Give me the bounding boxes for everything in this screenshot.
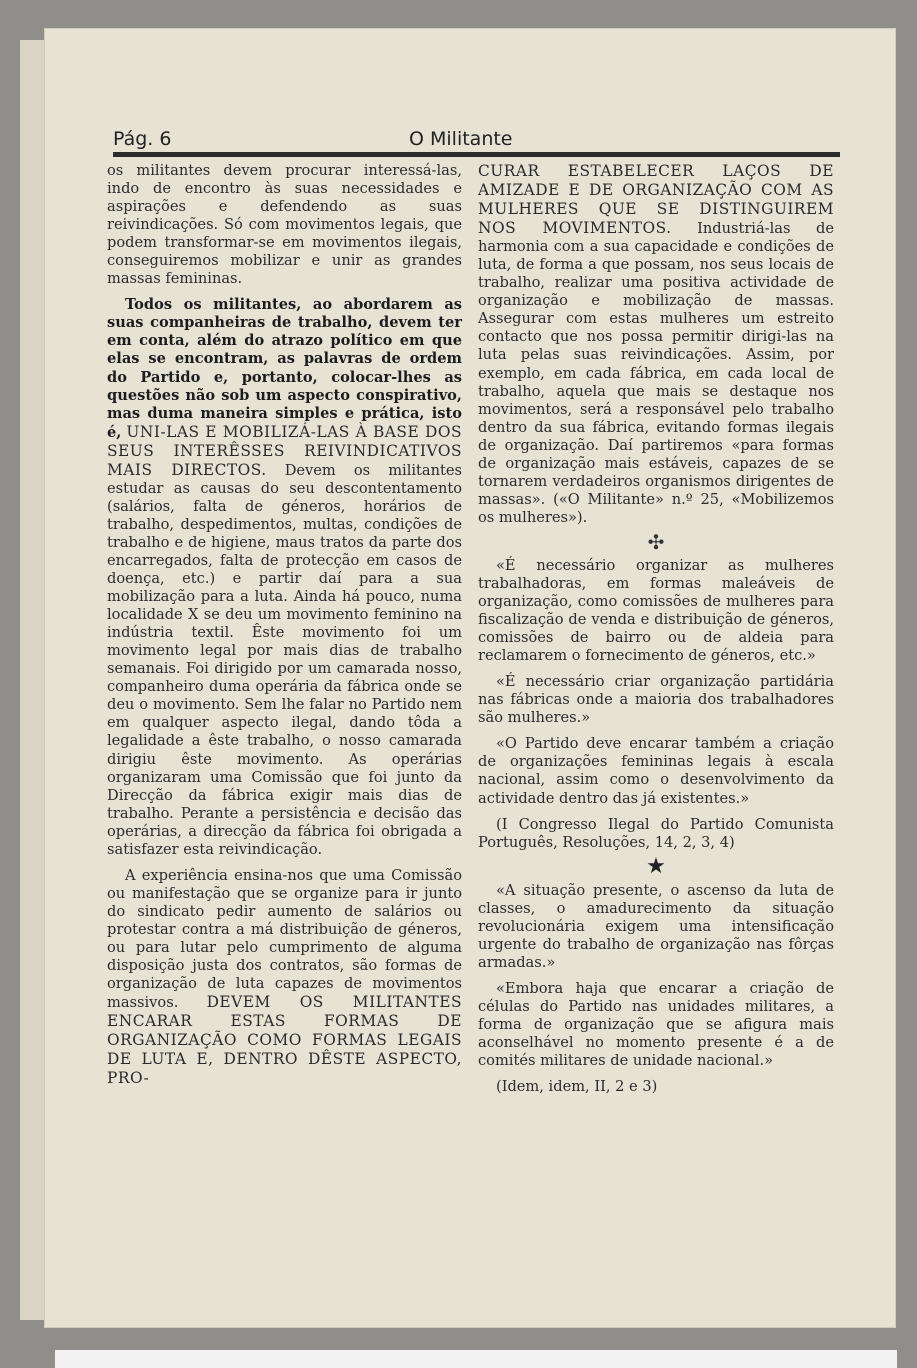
right-paragraph-1-body: Industriá-las de harmonia com a sua capacidade e condições de luta, de forma a que possam, nos seus locais de trabalho, realizar uma positiva actividade de organização e mobilização de massas. Assegurar com estas mulheres um estreito contacto que nos possa permitir dirigi-las na luta pelas suas reivindicações. Assim, por exemplo, em cada fábrica, em cada local de trabalho, aquela que mais se destaque nos movimentos, será a responsável pelo trabalho dentro da sua fábrica, evitando formas ilegais de organização. Daí partiremos «para formas de organização mais estáveis, capazes de se tornarem verdadeiros organismos dirigentes de massas». («O Militante» n.º 25, «Mobilizemos os mulheres»). [478,220,834,526]
scan-footer-strip [55,1350,897,1368]
left-paragraph-3-caps: DEVEM OS MILITANTES ENCARAR ESTAS FORMAS DE ORGANIZAÇÃO COMO FORMAS LEGAIS DE LUTA E, DENTRO DÊSTE ASPECTO, PRO- [107,993,462,1088]
publication-title: O Militante [409,128,513,150]
left-paragraph-2-body: Devem os militantes estudar as causas do seu descontentamento (salários, falta de géneros, horários de trabalho, despedimentos, multas, condições de trabalho e de higiene, maus tratos da parte dos encarregados, falta de protecção em casos de doença, etc.) e partir daí para a sua mobilização para a luta. Ainda há pouco, numa localidade X se deu um movimento feminino na indústria textil. Êste movimento foi um movimento legal por mais dias de trabalho semanais. Foi dirigido por um camarada nosso, companheiro duma operária da fábrica onde se deu o movimento. Sem lhe falar no Partido nem em qualquer aspecto ilegal, dando tôda a legalidade a êste trabalho, o nosso camarada dirigiu êste movimento. As operárias organizaram uma Comissão que foi junto da Direcção da fábrica exigir mais dias de trabalho. Perante a persistência e decisão das operárias, a direcção da fábrica foi obrigada a satisfazer esta reivindicação. [107,461,463,858]
quote-4: «A situação presente, o ascenso da luta de classes, o amadurecimento da situação revolucionária exigem uma intensificação urgente do trabalho de organização nas fôrças armadas.» [478,881,834,971]
ornament-icon: ✣ [647,529,665,554]
left-column [107,162,462,1088]
left-paragraph-3 [107,867,462,1089]
page-header [113,128,840,150]
quote-3: «O Partido deve encarar também a criação de organizações femininas legais à escala nacional, assim como o desenvolvimento da actividade dentro das já existentes.» [478,735,834,807]
right-paragraph-1-caps: CURAR ESTABELECER LAÇOS DE AMIZADE E DE ORGANIZAÇÃO COM AS MULHERES QUE SE DISTINGUIREM NOS MOVIMENTOS. [478,162,834,238]
right-column [478,162,834,1096]
header-rule [113,152,840,157]
quote-5: «Embora haja que encarar a criação de células do Partido nas unidades militares, a forma de organização que se afigura mais aconselhável no momento presente é a de comités militares de unidade nacional.» [478,979,834,1070]
right-paragraph-1 [478,162,834,527]
citation-1: (I Congresso Ilegal do Partido Comunista Português, Resoluções, 14, 2, 3, 4) [478,815,834,851]
left-paragraph-2-lead: Todos os militantes, ao abordarem as suas companheiras de trabalho, devem ter em conta, além do atrazo político em que elas se encontram, as palavras de ordem do Partido e, portanto, colocar-lhes as questões não sob um aspecto conspirativo, mas duma maneira simples e prática, isto é, [107,296,462,441]
left-paragraph-1: os militantes devem procurar interessá-las, indo de encontro às suas necessidades e aspirações e defendendo as suas reivindicações. Só com movimentos legais, que podem transformar-se em movimentos ilegais, conseguiremos mobilizar e unir as grandes massas femininas. [107,162,462,288]
left-paragraph-2 [107,296,462,858]
citation-2: (Idem, idem, II, 2 e 3) [496,1078,658,1096]
left-paragraph-2-caps: UNI-LAS E MOBILIZÁ-LAS À BASE DOS SEUS INTERÊSSES REIVINDICATIVOS MAIS DIRECTOS. [107,422,462,479]
left-paragraph-3-body: A experiência ensina-nos que uma Comissão ou manifestação que se organize para ir junto do sindicato pedir aumento de salários ou protestar contra a má distribuição de géneros, ou para lutar pelo cumprimento de alguma disposição justa dos contratos, são formas de organização de luta capazes de movimentos massivos. [107,866,462,1012]
page-number: Pág. 6 [113,128,172,150]
quote-2: «É necessário criar organização partidária nas fábricas onde a maioria dos trabalhadores são mulheres.» [478,673,834,727]
quote-1: «É necessário organizar as mulheres trabalhadoras, em formas maleáveis de organização, como comissões de mulheres para fiscalização de venda e distribuição de géneros, comissões de bairro ou de aldeia para reclamarem o fornecimento de géneros, etc.» [478,556,834,665]
star-icon: ★ [646,853,666,879]
